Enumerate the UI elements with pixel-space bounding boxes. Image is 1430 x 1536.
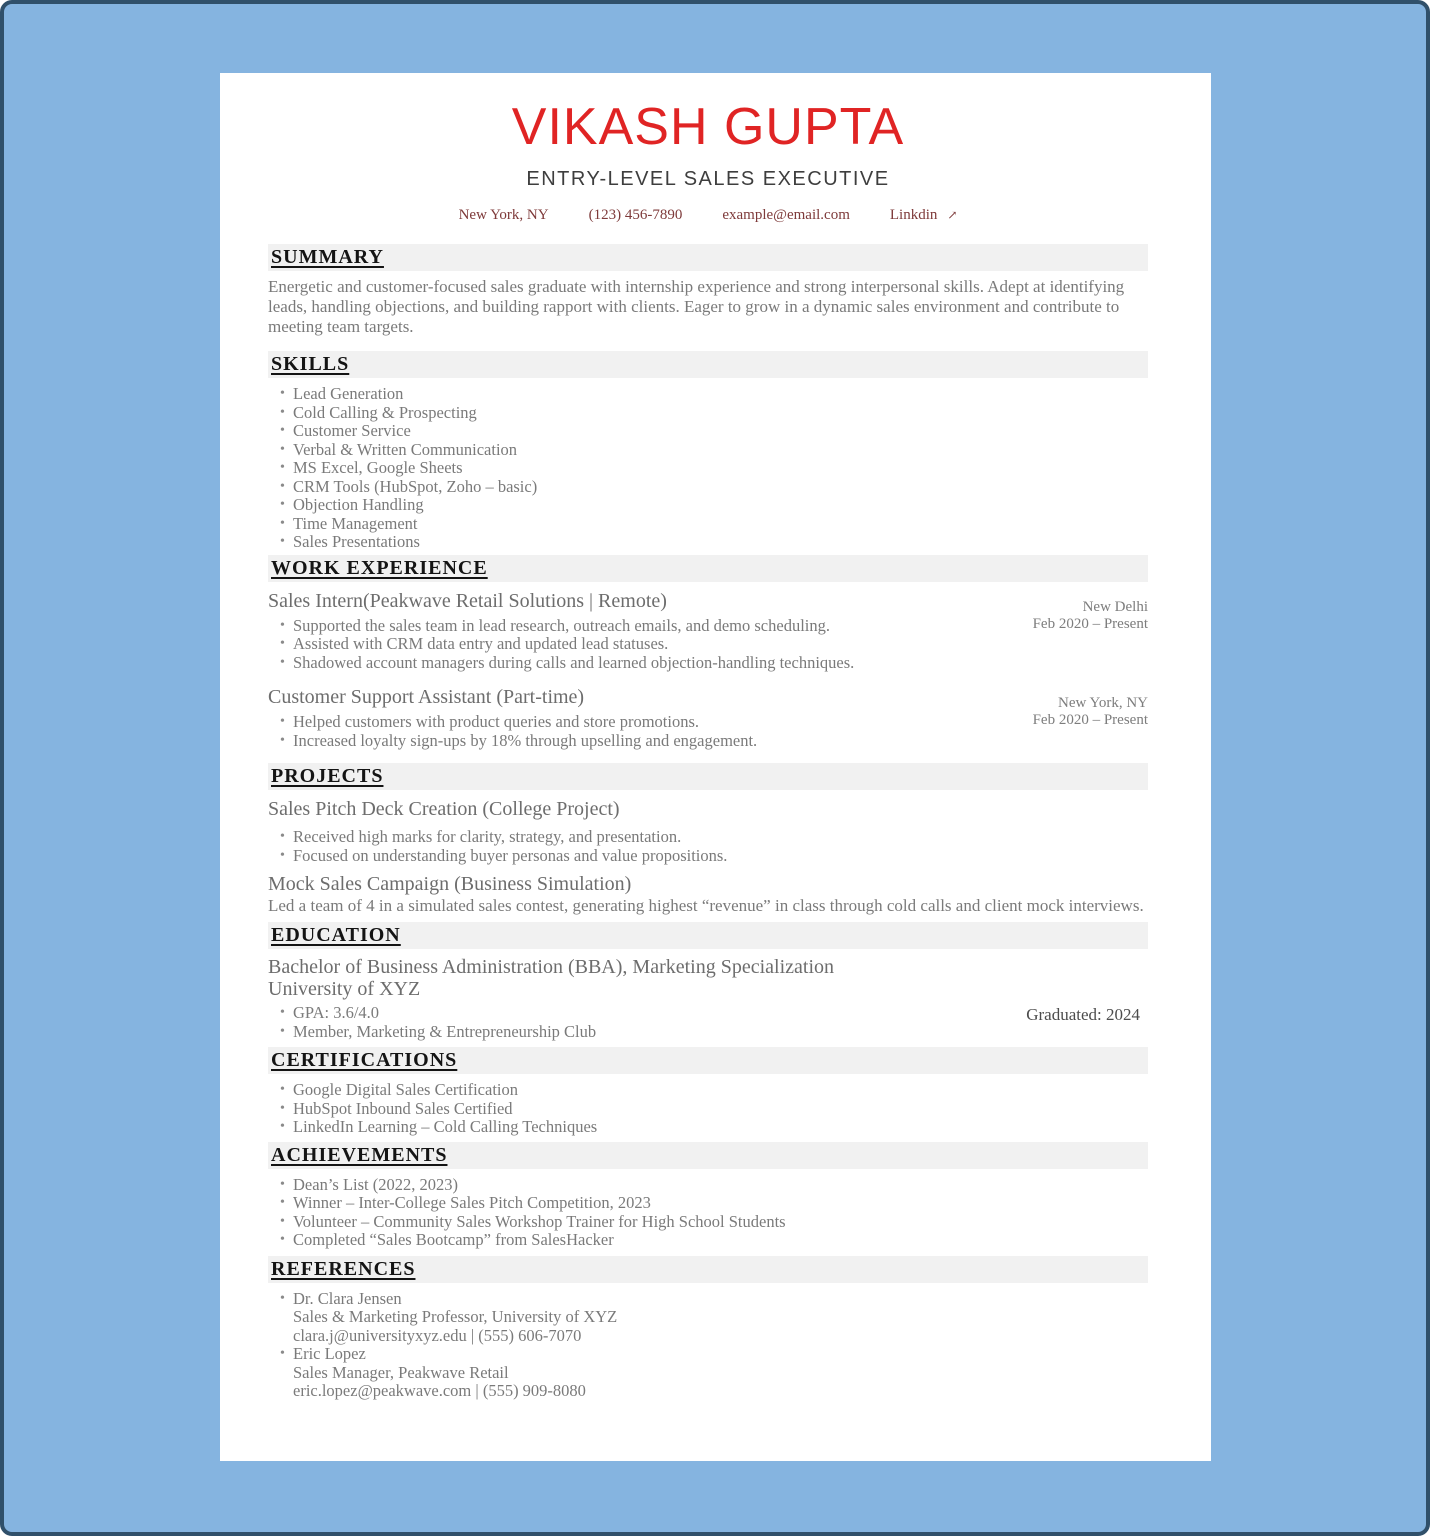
contact-row xyxy=(268,208,1148,223)
skill-item: • Lead Generation xyxy=(280,385,1148,404)
section-header-skills xyxy=(268,351,1148,378)
section-header-references xyxy=(268,1256,1148,1283)
certification-item: • LinkedIn Learning – Cold Calling Techniques xyxy=(280,1118,1148,1137)
job-bullet: • Shadowed account managers during calls and learned objection-handling techniques. xyxy=(280,654,1148,673)
references-list xyxy=(280,1290,1148,1401)
job-title: Customer Support Assistant (Part-time) xyxy=(268,686,585,708)
reference-role: Sales Manager, Peakwave Retail xyxy=(293,1362,509,1382)
resume-document xyxy=(220,73,1211,1461)
skills-list xyxy=(280,385,1148,552)
job-bullet: • Increased loyalty sign-ups by 18% through upselling and engagement. xyxy=(280,732,1148,751)
section-header-work-experience xyxy=(268,555,1148,582)
reference-contact: eric.lopez@peakwave.com | (555) 909-8080 xyxy=(293,1381,586,1400)
project-title: Mock Sales Campaign (Business Simulation) xyxy=(268,873,632,895)
linkedin-link[interactable] xyxy=(890,208,958,223)
education-bullet: • GPA: 3.6/4.0 xyxy=(280,1003,1148,1022)
certifications-heading: CERTIFICATIONS xyxy=(271,1049,458,1071)
job-location: New Delhi xyxy=(1082,598,1148,615)
job-bullet: • Assisted with CRM data entry and updated lead statuses. xyxy=(280,635,1148,654)
achievements-list xyxy=(280,1176,1148,1250)
contact-email: example@email.com xyxy=(722,207,850,223)
resume-header xyxy=(268,73,1148,223)
job-entry-customer-support xyxy=(268,686,1148,750)
reference-item xyxy=(280,1290,1148,1346)
reference-contact: clara.j@universityxyz.edu | (555) 606-7070 xyxy=(293,1325,582,1345)
education-degree: Bachelor of Business Administration (BBA), Marketing Specialization xyxy=(268,956,835,978)
summary-heading: SUMMARY xyxy=(271,246,384,268)
project-title: Sales Pitch Deck Creation (College Project) xyxy=(268,798,620,820)
skill-item: • Verbal & Written Communication xyxy=(280,441,1148,460)
section-header-certifications xyxy=(268,1047,1148,1074)
section-header-summary xyxy=(268,244,1148,271)
reference-name: • Eric Lopez xyxy=(293,1344,366,1363)
contact-phone: (123) 456-7890 xyxy=(588,207,683,223)
page-title: VIKASH GUPTA xyxy=(511,98,905,156)
skill-item: • MS Excel, Google Sheets xyxy=(280,459,1148,478)
skills-heading: SKILLS xyxy=(271,353,350,375)
job-entry-sales-intern xyxy=(268,590,1148,673)
summary-text: Energetic and customer-focused sales graduate with internship experience and strong interpersonal skills. Adept at identifying leads, handling objections, and building rapport with clients. Eager to grow in a dynamic sales environment and contribute to meeting team targets. xyxy=(268,277,1125,336)
education-bullets xyxy=(280,1003,1148,1041)
project-bullet: • Received high marks for clarity, strategy, and presentation. xyxy=(280,828,1148,847)
achievement-item: • Dean’s List (2022, 2023) xyxy=(280,1176,1148,1195)
skill-item: • Sales Presentations xyxy=(280,533,1148,552)
section-header-education xyxy=(268,922,1148,949)
certification-item: • Google Digital Sales Certification xyxy=(280,1081,1148,1100)
reference-item xyxy=(280,1345,1148,1401)
external-link-icon: ↗ xyxy=(947,208,958,222)
project-bullets xyxy=(280,828,1148,865)
section-header-projects xyxy=(268,763,1148,790)
project-bullet: • Focused on understanding buyer personas and value propositions. xyxy=(280,847,1148,866)
education-graduated: Graduated: 2024 xyxy=(1026,1005,1140,1024)
skill-item: • CRM Tools (HubSpot, Zoho – basic) xyxy=(280,478,1148,497)
education-school: University of XYZ xyxy=(268,978,421,1000)
job-location: New York, NY xyxy=(1057,695,1148,711)
project-description: Led a team of 4 in a simulated sales contest, generating highest “revenue” in class through cold calls and client mock interviews. xyxy=(268,896,1144,915)
achievement-item: • Volunteer – Community Sales Workshop Trainer for High School Students xyxy=(280,1213,1148,1232)
skill-item: • Customer Service xyxy=(280,422,1148,441)
projects-heading: PROJECTS xyxy=(271,765,384,787)
work-experience-heading: WORK EXPERIENCE xyxy=(271,556,488,579)
education-bullet: • Member, Marketing & Entrepreneurship Club xyxy=(280,1022,1148,1041)
achievement-item: • Winner – Inter-College Sales Pitch Competition, 2023 xyxy=(280,1194,1148,1213)
achievements-heading: ACHIEVEMENTS xyxy=(271,1143,448,1166)
skill-item: • Time Management xyxy=(280,515,1148,534)
education-heading: EDUCATION xyxy=(271,924,401,946)
reference-role: Sales & Marketing Professor, University of XYZ xyxy=(293,1307,618,1326)
job-dates: Feb 2020 – Present xyxy=(1032,615,1148,632)
job-bullets xyxy=(280,713,1148,750)
job-title: Sales Intern(Peakwave Retail Solutions | Remote) xyxy=(268,589,667,612)
linkedin-link-label: Linkdin xyxy=(889,207,938,223)
contact-location: New York, NY xyxy=(458,207,549,223)
references-heading: REFERENCES xyxy=(271,1257,416,1280)
section-header-achievements xyxy=(268,1142,1148,1169)
job-bullet: • Supported the sales team in lead research, outreach emails, and demo scheduling. xyxy=(280,617,1148,636)
achievement-item: • Completed “Sales Bootcamp” from SalesHacker xyxy=(280,1231,1148,1250)
skill-item: • Objection Handling xyxy=(280,496,1148,515)
certifications-list xyxy=(280,1081,1148,1137)
job-title-subtitle: ENTRY-LEVEL SALES EXECUTIVE xyxy=(526,168,890,190)
certification-item: • HubSpot Inbound Sales Certified xyxy=(280,1100,1148,1119)
job-bullet: • Helped customers with product queries and store promotions. xyxy=(280,713,1148,732)
job-dates: Feb 2020 – Present xyxy=(1032,712,1148,728)
skill-item: • Cold Calling & Prospecting xyxy=(280,404,1148,423)
reference-name: • Dr. Clara Jensen xyxy=(293,1288,402,1308)
job-bullets xyxy=(280,617,1148,673)
education-entry xyxy=(268,956,1148,1041)
